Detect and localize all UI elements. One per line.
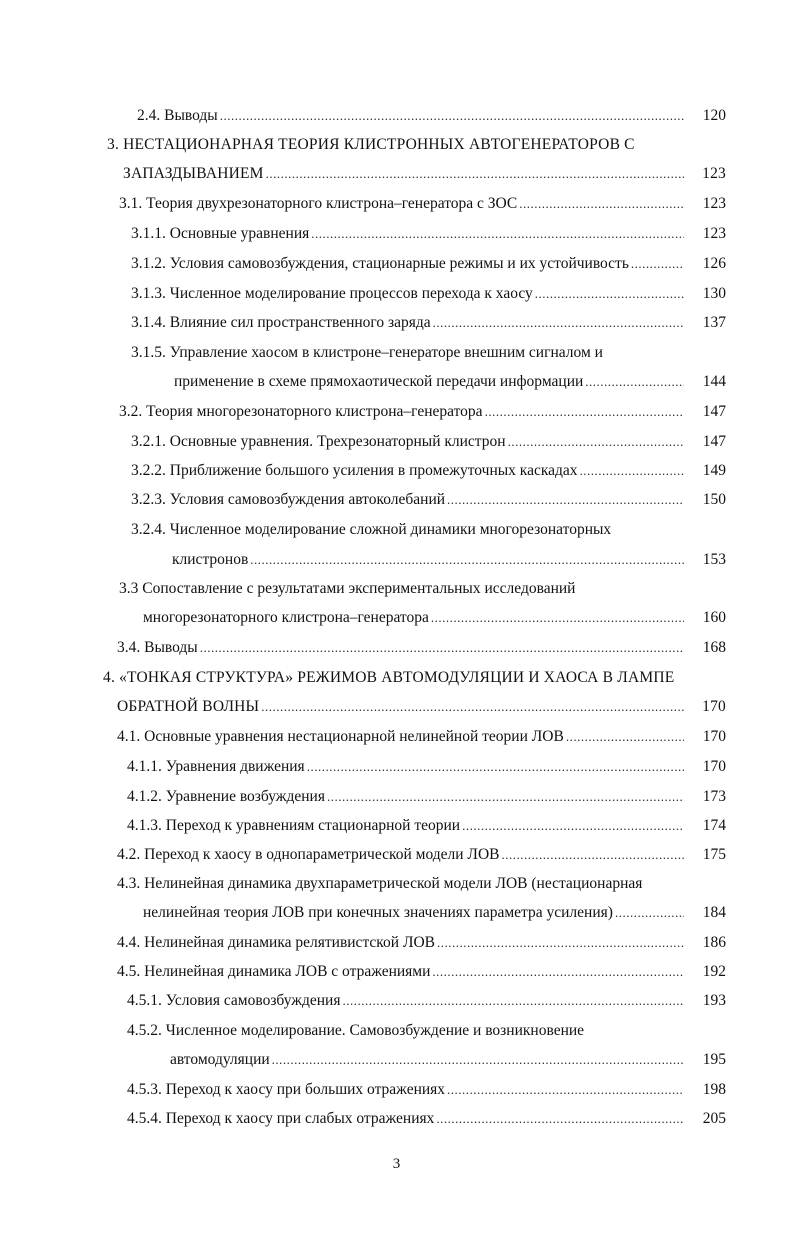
toc-entry-page: 147	[702, 403, 726, 420]
toc-entry-page: 126	[702, 255, 726, 272]
toc-entry-title: 3. НЕСТАЦИОНАРНАЯ ТЕОРИЯ КЛИСТРОННЫХ АВТОГЕНЕРАТОРОВ С	[107, 136, 635, 153]
toc-entry[interactable]	[0, 516, 793, 544]
toc-entry-title: клистронов	[172, 551, 249, 568]
toc-entry[interactable]	[0, 987, 793, 1015]
toc-entry-page: 123	[702, 195, 726, 212]
toc-entry-title: 3.2.4. Численное моделирование сложной динамики многорезонаторных	[131, 521, 612, 538]
toc-entry-title: автомодуляции	[170, 1051, 270, 1068]
toc-entry-title: 4. «ТОНКАЯ СТРУКТУРА» РЕЖИМОВ АВТОМОДУЛЯЦИИ И ХАОСА В ЛАМПЕ	[103, 669, 675, 686]
toc-entry-title: 3.2.3. Условия самовозбуждения автоколебаний	[131, 491, 446, 508]
dot-leader	[200, 634, 684, 662]
toc-entry[interactable]	[0, 634, 793, 662]
toc-entry-title: 3.4. Выводы	[117, 639, 198, 656]
toc-entry-page: 130	[702, 285, 726, 302]
toc-entry-title: 4.5.1. Условия самовозбуждения	[127, 992, 341, 1009]
toc-entry-page: 175	[702, 846, 726, 863]
toc-entry-page: 195	[702, 1051, 726, 1068]
toc-entry-title: ОБРАТНОЙ ВОЛНЫ	[117, 698, 260, 715]
dot-leader	[535, 280, 684, 308]
toc-entry[interactable]	[0, 309, 793, 337]
toc-chapter-heading[interactable]	[0, 664, 793, 692]
dot-leader	[266, 160, 684, 188]
toc-entry-title: нелинейная теория ЛОВ при конечных значениях параметра усиления)	[143, 904, 613, 921]
toc-entry-page: 153	[702, 551, 726, 568]
dot-leader	[519, 190, 684, 218]
toc-entry[interactable]	[0, 190, 793, 218]
toc-entry-title: 3.2. Теория многорезонаторного клистрона–генератора	[119, 403, 483, 420]
toc-entry[interactable]	[0, 1076, 793, 1104]
toc-entry-page: 170	[702, 728, 726, 745]
dot-leader	[447, 486, 684, 514]
toc-entry-page: 147	[702, 433, 726, 450]
toc-entry-title: 3.1.2. Условия самовозбуждения, стационарные режимы и их устойчивость	[131, 255, 629, 272]
toc-entry-page: 205	[702, 1110, 726, 1127]
toc-entry-page: 123	[702, 165, 726, 182]
toc-entry-title: 3.1.1. Основные уравнения	[131, 225, 310, 242]
dot-leader	[437, 929, 684, 957]
dot-leader	[261, 693, 684, 721]
toc-entry-title: применение в схеме прямохаотической передачи информации	[174, 373, 584, 390]
toc-entry-page: 186	[702, 934, 726, 951]
toc-entry-title: многорезонаторного клистрона–генератора	[143, 609, 429, 626]
dot-leader	[311, 220, 684, 248]
toc-chapter-heading[interactable]	[0, 131, 793, 159]
toc-entry-page: 137	[702, 314, 726, 331]
toc-entry-title: 3.2.1. Основные уравнения. Трехрезонаторный клистрон	[131, 433, 506, 450]
dot-leader	[432, 958, 684, 986]
toc-entry[interactable]	[0, 723, 793, 751]
dot-leader	[462, 812, 684, 840]
toc-entry-page: 193	[702, 992, 726, 1009]
toc-entry[interactable]	[0, 428, 793, 456]
toc-chapter-heading[interactable]	[0, 160, 793, 188]
dot-leader	[485, 398, 684, 426]
dot-leader	[447, 1076, 684, 1104]
toc-entry-page: 170	[702, 698, 726, 715]
toc-entry[interactable]	[0, 929, 793, 957]
toc-entry[interactable]	[0, 339, 793, 367]
toc-entry[interactable]	[0, 812, 793, 840]
dot-leader	[631, 250, 684, 278]
toc-entry-title: 3.2.2. Приближение большого усиления в промежуточных каскадах	[131, 462, 578, 479]
toc-entry-page: 150	[702, 491, 726, 508]
toc-entry[interactable]	[0, 368, 793, 396]
toc-entry[interactable]	[0, 870, 793, 898]
dot-leader	[307, 753, 684, 781]
toc-entry[interactable]	[0, 958, 793, 986]
toc-entry-title: 3.1.3. Численное моделирование процессов перехода к хаосу	[131, 285, 533, 302]
toc-entry[interactable]	[0, 220, 793, 248]
toc-entry-title: 4.3. Нелинейная динамика двухпараметрической модели ЛОВ (нестационарная	[117, 875, 643, 892]
toc-entry-page: 174	[702, 817, 726, 834]
dot-leader	[436, 1105, 684, 1133]
toc-entry-page: 144	[702, 373, 726, 390]
toc-entry[interactable]	[0, 398, 793, 426]
dot-leader	[433, 309, 684, 337]
dot-leader	[580, 457, 684, 485]
toc-entry[interactable]	[0, 899, 793, 927]
dot-leader	[250, 546, 684, 574]
toc-entry-page: 160	[702, 609, 726, 626]
toc-entry[interactable]	[0, 1105, 793, 1133]
toc-entry[interactable]	[0, 1046, 793, 1074]
dot-leader	[327, 783, 684, 811]
toc-entry-page: 149	[702, 462, 726, 479]
toc-entry-page: 123	[702, 225, 726, 242]
toc-entry-page: 168	[702, 639, 726, 656]
toc-entry-title: 4.1.2. Уравнение возбуждения	[127, 788, 325, 805]
page-number: 3	[392, 1156, 401, 1172]
toc-chapter-heading[interactable]	[0, 693, 793, 721]
toc-entry-page: 170	[702, 758, 726, 775]
toc-entry-title: 4.1.1. Уравнения движения	[127, 758, 305, 775]
toc-entry[interactable]	[0, 604, 793, 632]
toc-entry-title: 4.5.4. Переход к хаосу при слабых отражениях	[127, 1110, 435, 1127]
toc-entry-page: 120	[702, 107, 726, 124]
toc-entry-title: 4.4. Нелинейная динамика релятивистской ЛОВ	[117, 934, 435, 951]
dot-leader	[566, 723, 684, 751]
toc-entry-title: 4.5.3. Переход к хаосу при больших отражениях	[127, 1081, 446, 1098]
toc-entry[interactable]	[0, 753, 793, 781]
toc-entry[interactable]	[0, 575, 793, 603]
dot-leader	[585, 368, 684, 396]
toc-entry-title: 4.5. Нелинейная динамика ЛОВ с отражениями	[117, 963, 431, 980]
toc-entry-title: 4.2. Переход к хаосу в однопараметрической модели ЛОВ	[117, 846, 500, 863]
toc-entry[interactable]	[0, 457, 793, 485]
dot-leader	[615, 899, 684, 927]
toc-entry[interactable]	[0, 783, 793, 811]
dot-leader	[220, 102, 684, 130]
toc-entry-page: 198	[702, 1081, 726, 1098]
toc-entry[interactable]	[0, 1017, 793, 1045]
toc-entry[interactable]	[0, 102, 793, 130]
dot-leader	[342, 987, 684, 1015]
toc-entry-title: 2.4. Выводы	[137, 107, 218, 124]
toc-entry[interactable]	[0, 280, 793, 308]
toc-entry-title: ЗАПАЗДЫВАНИЕМ	[123, 165, 264, 182]
toc-entry-page: 173	[702, 788, 726, 805]
toc-entry[interactable]	[0, 250, 793, 278]
toc-entry[interactable]	[0, 841, 793, 869]
toc-entry-title: 4.1.3. Переход к уравнениям стационарной теории	[127, 817, 461, 834]
toc-entry-title: 4.1. Основные уравнения нестационарной нелинейной теории ЛОВ	[117, 728, 564, 745]
toc-entry-page: 192	[702, 963, 726, 980]
toc-entry[interactable]	[0, 486, 793, 514]
dot-leader	[272, 1046, 684, 1074]
toc-entry-title: 3.1.4. Влияние сил пространственного заряда	[131, 314, 431, 331]
toc-entry[interactable]	[0, 546, 793, 574]
toc-entry-title: 4.5.2. Численное моделирование. Самовозбуждение и возникновение	[127, 1022, 585, 1039]
dot-leader	[501, 841, 684, 869]
toc-entry-page: 184	[702, 904, 726, 921]
dot-leader	[508, 428, 684, 456]
dot-leader	[431, 604, 684, 632]
toc-entry-title: 3.1.5. Управление хаосом в клистроне–генераторе внешним сигналом и	[131, 344, 603, 361]
toc-entry-title: 3.1. Теория двухрезонаторного клистрона–генератора с ЗОС	[119, 195, 518, 212]
toc-entry-title: 3.3 Сопоставление с результатами экспериментальных исследований	[119, 580, 576, 597]
